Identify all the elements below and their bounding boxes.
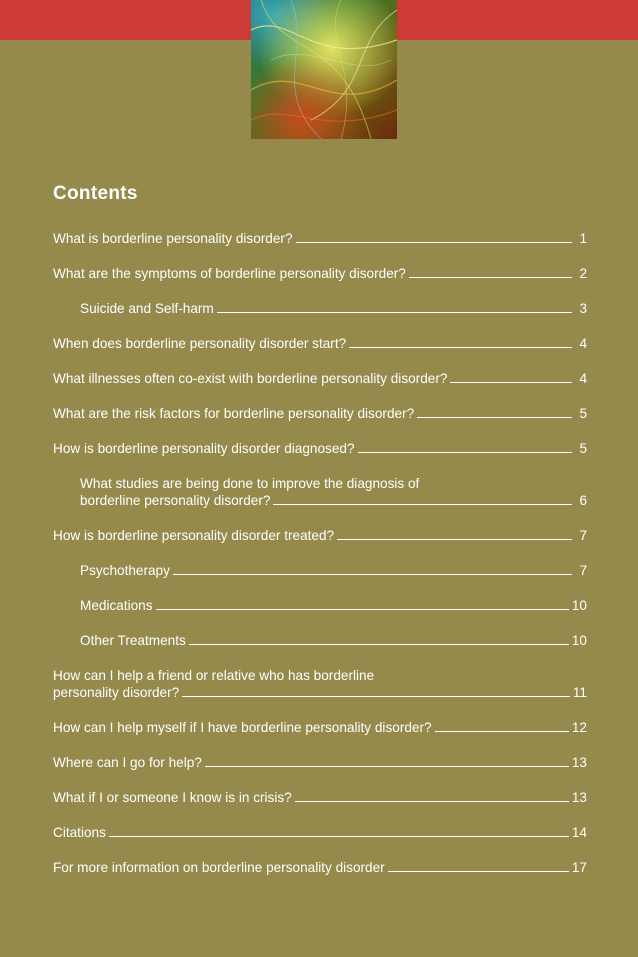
toc-subentry[interactable]: Suicide and Self-harm 3 xyxy=(80,301,587,316)
toc-entry[interactable]: What are the symptoms of borderline personality disorder? 2 xyxy=(53,266,587,281)
toc-subentry[interactable]: What studies are being done to improve the diagnosis of borderline personality disorder? 6 xyxy=(80,476,587,508)
toc-entry[interactable]: When does borderline personality disorder start? 4 xyxy=(53,336,587,351)
toc-subentry[interactable]: Psychotherapy 7 xyxy=(80,563,587,578)
toc-subentry[interactable]: Medications 10 xyxy=(80,598,587,613)
toc-subentry[interactable]: Other Treatments 10 xyxy=(80,633,587,648)
toc-entry[interactable]: How can I help a friend or relative who has borderline personality disorder? 11 xyxy=(53,668,587,700)
toc-entry[interactable]: Where can I go for help? 13 xyxy=(53,755,587,770)
toc-entry[interactable]: Citations 14 xyxy=(53,825,587,840)
toc-entry[interactable]: What are the risk factors for borderline personality disorder? 5 xyxy=(53,406,587,421)
toc-entry[interactable]: How can I help myself if I have borderline personality disorder? 12 xyxy=(53,720,587,735)
toc-entry[interactable]: What is borderline personality disorder? 1 xyxy=(53,231,587,246)
toc-entry[interactable]: What if I or someone I know is in crisis? 13 xyxy=(53,790,587,805)
toc-entry[interactable]: How is borderline personality disorder diagnosed? 5 xyxy=(53,441,587,456)
contents-heading: Contents xyxy=(53,183,138,204)
toc-entry[interactable]: What illnesses often co-exist with borderline personality disorder? 4 xyxy=(53,371,587,386)
toc-entry[interactable]: How is borderline personality disorder treated? 7 xyxy=(53,528,587,543)
cover-artwork xyxy=(251,0,397,139)
toc-entry[interactable]: For more information on borderline personality disorder 17 xyxy=(53,860,587,875)
table-of-contents xyxy=(53,183,587,894)
